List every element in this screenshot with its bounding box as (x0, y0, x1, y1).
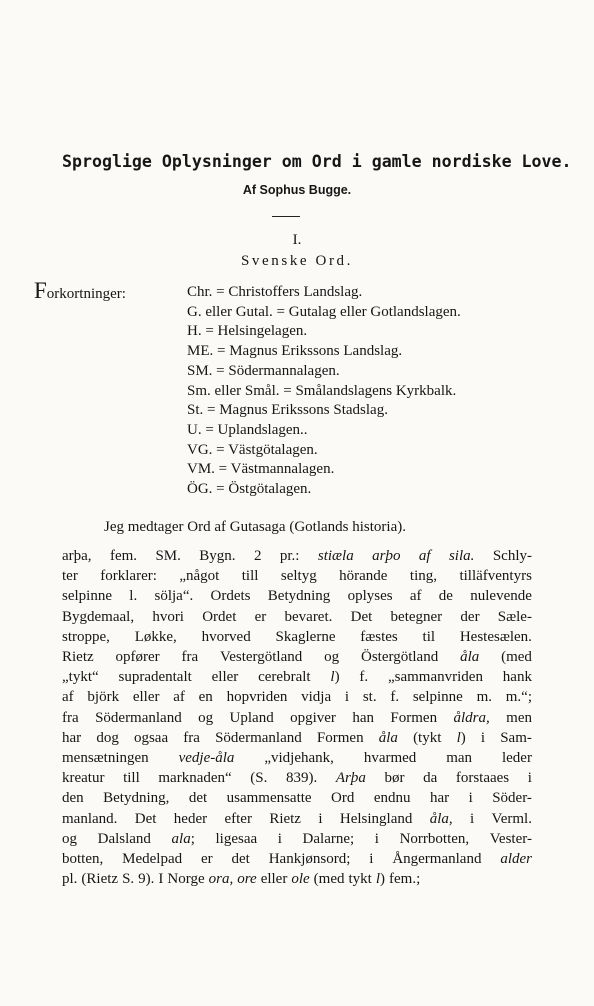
abbreviation-entry: St. = Magnus Erikssons Stadslag. (187, 402, 388, 419)
abbreviation-entry: ÖG. = Östgötalagen. (187, 481, 312, 498)
paragraph-word: Ordet (202, 608, 237, 625)
paragraph-word: Södermanland (215, 729, 302, 746)
paragraph-word: Norrbotten, (399, 830, 470, 847)
paragraph-word: vedje-åla (178, 750, 235, 767)
paragraph-word: Arþa (335, 770, 366, 787)
paragraph-word: Verml. (491, 810, 532, 827)
abbreviation-entry: Sm. eller Smål. = Smålandslagens Kyrkbalk. (187, 382, 457, 399)
paragraph-word: hvori (152, 608, 184, 625)
paragraph-word: og (324, 649, 340, 666)
paragraph-line (62, 627, 532, 647)
paragraph-word: l) (456, 729, 466, 746)
paragraph-word: Södermanland (95, 709, 182, 726)
paragraph-word: arþa, (62, 548, 92, 564)
paragraph-word: l) (375, 871, 386, 888)
paragraph-word: björk (87, 689, 120, 706)
paragraph-word: kreatur (62, 770, 105, 787)
paragraph-word: Betydning (267, 588, 331, 605)
paragraph-word: det (231, 851, 250, 868)
paragraph-word: Sæle- (497, 608, 532, 625)
paragraph-line (62, 546, 532, 566)
paragraph-word: opfører (115, 649, 160, 666)
paragraph-word: i (369, 851, 374, 868)
paragraph-word: m. (476, 689, 492, 706)
paragraph-word: ole (291, 871, 310, 888)
paragraph-word: hvarmed (363, 750, 417, 767)
paragraph-word: ter (62, 568, 78, 585)
paragraph-word: leder (501, 750, 532, 767)
paragraph-word: Rietz (269, 810, 301, 827)
paragraph-word: Vester- (489, 830, 532, 847)
paragraph-word: åla (378, 729, 398, 746)
abbreviation-list (187, 283, 461, 500)
paragraph-word: Dalarne; (302, 830, 355, 847)
paragraph-word: botten, (62, 851, 104, 868)
paragraph-word: i (374, 830, 379, 847)
paragraph-word: m.“; (505, 689, 532, 706)
paragraph-word: i (470, 810, 475, 827)
abbreviation-entry: G. eller Gutal. = Gutalag eller Gotlandslagen. (187, 303, 461, 320)
paragraph-word: forstaaes (455, 770, 510, 787)
paragraph-word: alder (500, 851, 532, 868)
paragraph-word: l) (330, 669, 340, 686)
paragraph-word: fra (181, 649, 199, 666)
abbreviation-entry: VM. = Västmannalagen. (187, 461, 335, 478)
paragraph-line (62, 849, 532, 869)
abbreviation-entry: Chr. = Christoffers Landslag. (187, 284, 363, 300)
paragraph-word: da (423, 770, 438, 787)
paragraph-word: har (62, 729, 82, 746)
paragraph-word: ligesaa (215, 830, 258, 847)
paragraph-word: i (527, 770, 532, 787)
paragraph-word: Vestergötland (220, 649, 303, 666)
paragraph-line (62, 708, 532, 728)
paragraph-word: 9). (138, 871, 155, 888)
paragraph-line (62, 728, 532, 748)
paragraph-word: stiæla (317, 548, 354, 564)
paragraph-word: han (352, 709, 375, 726)
paragraph-word: af (173, 689, 185, 706)
title-divider (272, 216, 300, 217)
body-paragraph (62, 546, 532, 889)
paragraph-word: manland. (62, 810, 118, 827)
paragraph-line (62, 607, 532, 627)
paragraph-word: endnu (373, 790, 411, 807)
paragraph-word: (med (313, 871, 345, 888)
paragraph-word: „tykt“ (62, 669, 99, 686)
paragraph-word: stroppe, (62, 628, 110, 645)
paragraph-word: Løkke, (134, 628, 177, 645)
paragraph-line (62, 687, 532, 707)
abbreviation-entry: VG. = Västgötalagen. (187, 441, 318, 458)
paragraph-word: til (422, 628, 436, 645)
paragraph-word: hvorved (201, 628, 251, 645)
paragraph-word: har (429, 790, 450, 807)
paragraph-line (62, 748, 532, 768)
paragraph-word: bevaret. (284, 608, 333, 625)
paragraph-word: Upland (229, 709, 274, 726)
paragraph-word: Hestesælen. (459, 628, 532, 645)
abbreviations-label (34, 278, 126, 305)
paragraph-word: Formen (390, 709, 438, 726)
paragraph-word: Söder- (492, 790, 532, 807)
paragraph-word: supradentalt (118, 669, 192, 686)
paragraph-word: der (460, 608, 480, 625)
paragraph-word: st. (362, 689, 377, 706)
paragraph-word: eller (211, 669, 239, 686)
paragraph-word: seltyg (280, 568, 317, 585)
paragraph-word: S. (122, 871, 135, 888)
paragraph-word: Dalsland (97, 830, 151, 847)
paragraph-word: ora, (208, 871, 234, 888)
paragraph-word: fra (62, 709, 79, 726)
paragraph-word: man (446, 750, 473, 767)
paragraph-word: betegner (390, 608, 443, 625)
paragraph-word: åla (460, 649, 480, 666)
paragraph-line (62, 869, 532, 889)
paragraph-line (62, 566, 532, 586)
paragraph-word: (tykt (413, 729, 442, 746)
paragraph-word: vidja (301, 689, 332, 706)
paragraph-line (62, 586, 532, 606)
paragraph-line (62, 768, 532, 788)
paragraph-word: (med (501, 649, 532, 666)
paragraph-word: marknaden“ (158, 770, 232, 787)
paragraph-word: Det (134, 810, 157, 827)
paragraph-word: tykt (348, 871, 372, 888)
paragraph-word: i (344, 689, 350, 706)
paragraph-word: af (418, 548, 431, 564)
paragraph-word: mensætningen (62, 750, 149, 767)
paragraph-word: Sam- (500, 729, 532, 746)
paragraph-word: af (409, 588, 422, 605)
paragraph-word: „vidjehank, (264, 750, 334, 767)
paragraph-word: åldra, (453, 709, 490, 726)
paragraph-word: (S. (250, 770, 268, 787)
paragraph-word: Skaglerne (275, 628, 336, 645)
paragraph-word: (Rietz (81, 871, 119, 888)
paragraph-word: åla, (429, 810, 453, 827)
paragraph-line (62, 647, 532, 667)
paragraph-word: I (158, 871, 164, 888)
paragraph-word: fem.; (389, 871, 421, 888)
paragraph-word: tilläfventyrs (459, 568, 532, 585)
paragraph-word: Bygdemaal, (62, 608, 135, 625)
paragraph-word: ore (237, 871, 257, 888)
paragraph-word: Schly- (492, 548, 532, 564)
paragraph-word: 839). (285, 770, 318, 787)
paragraph-word: fem. (109, 548, 138, 564)
paragraph-word: forklarer: (100, 568, 157, 585)
paragraph-word: till (123, 770, 140, 787)
paragraph-word: pl. (62, 871, 78, 888)
paragraph-line (62, 829, 532, 849)
paragraph-word: i (277, 830, 282, 847)
paragraph-word: efter (224, 810, 252, 827)
paragraph-word: Bygn. (199, 548, 236, 564)
paragraph-word: opgiver (290, 709, 336, 726)
paragraph-word: dog (96, 729, 119, 746)
paragraph-word: oplyses (347, 588, 393, 605)
paragraph-word: SM. (155, 548, 181, 564)
abbreviation-entry: ME. = Magnus Erikssons Landslag. (187, 343, 403, 360)
paragraph-word: Östergötland (360, 649, 439, 666)
dropcap-letter: F (34, 278, 47, 303)
paragraph-word: cerebralt (258, 669, 311, 686)
paragraph-line (62, 788, 532, 808)
paragraph-word: ting, (409, 568, 437, 585)
section-title: Svenske Ord. (240, 253, 354, 269)
paragraph-word: er (200, 851, 213, 868)
paragraph-word: Formen (316, 729, 364, 746)
paragraph-word: Hankjønsord; (268, 851, 351, 868)
paragraph-word: l. (129, 588, 138, 605)
paragraph-word: „något (179, 568, 220, 585)
paragraph-word: heder (173, 810, 208, 827)
paragraph-word: pr.: (279, 548, 300, 564)
paragraph-word: i (318, 810, 323, 827)
paragraph-word: den (62, 790, 84, 807)
paragraph-word: Rietz (62, 649, 94, 666)
abbreviation-entry: SM. = Södermannalagen. (187, 362, 340, 379)
paragraph-word: hank (502, 669, 532, 686)
abbreviations-label-rest: orkortninger: (46, 286, 126, 302)
paragraph-word: eller (260, 871, 288, 888)
paragraph-word: af (62, 689, 74, 706)
article-author: Af Sophus Bugge. (242, 183, 352, 197)
paragraph-word: fæstes (360, 628, 398, 645)
paragraph-line (62, 809, 532, 829)
abbreviation-entry: H. = Helsingelagen. (187, 323, 308, 340)
paragraph-word: f. (359, 669, 369, 686)
paragraph-word: Ångermanland (392, 851, 482, 868)
paragraph-word: Norge (167, 871, 205, 888)
paragraph-word: selpinne (412, 689, 463, 706)
paragraph-word: og (198, 709, 214, 726)
paragraph-word: Medelpad (122, 851, 183, 868)
article-title: Sproglige Oplysninger om Ord i gamle nordiske Love. (62, 152, 572, 171)
paragraph-word: „sammanvriden (387, 669, 483, 686)
paragraph-word: eller (132, 689, 160, 706)
paragraph-word: hopvriden (226, 689, 288, 706)
paragraph-word: det (188, 790, 208, 807)
paragraph-word: sila. (448, 548, 475, 564)
paragraph-word: Det (350, 608, 373, 625)
section-number: I. (292, 232, 302, 248)
paragraph-word: Ordets (210, 588, 251, 605)
paragraph-word: f. (390, 689, 400, 706)
paragraph-line (62, 667, 532, 687)
paragraph-word: i (468, 790, 473, 807)
paragraph-word: de (438, 588, 453, 605)
paragraph-word: ogsaa (133, 729, 169, 746)
paragraph-word: Ord (331, 790, 355, 807)
paragraph-word: en (198, 689, 213, 706)
paragraph-word: bør (384, 770, 405, 787)
paragraph-word: arþo (372, 548, 401, 564)
paragraph-word: Helsingland (339, 810, 413, 827)
paragraph-word: ala; (171, 830, 195, 847)
paragraph-word: Betydning, (103, 790, 170, 807)
paragraph-word: till (241, 568, 259, 585)
paragraph-word: usammensatte (226, 790, 312, 807)
paragraph-word: er (254, 608, 267, 625)
paragraph-word: fra (183, 729, 200, 746)
abbreviation-entry: U. = Uplandslagen.. (187, 421, 308, 438)
paragraph-word: og (62, 830, 77, 847)
paragraph-word: i (480, 729, 486, 746)
paragraph-word: nulevende (470, 588, 532, 605)
paragraph-word: hörande (339, 568, 388, 585)
intro-line: Jeg medtager Ord af Gutasaga (Gotlands historia). (104, 519, 406, 535)
paragraph-word: sölja“. (154, 588, 194, 605)
paragraph-word: men (506, 709, 532, 726)
paragraph-word: 2 (253, 548, 262, 564)
paragraph-word: selpinne (62, 588, 112, 605)
